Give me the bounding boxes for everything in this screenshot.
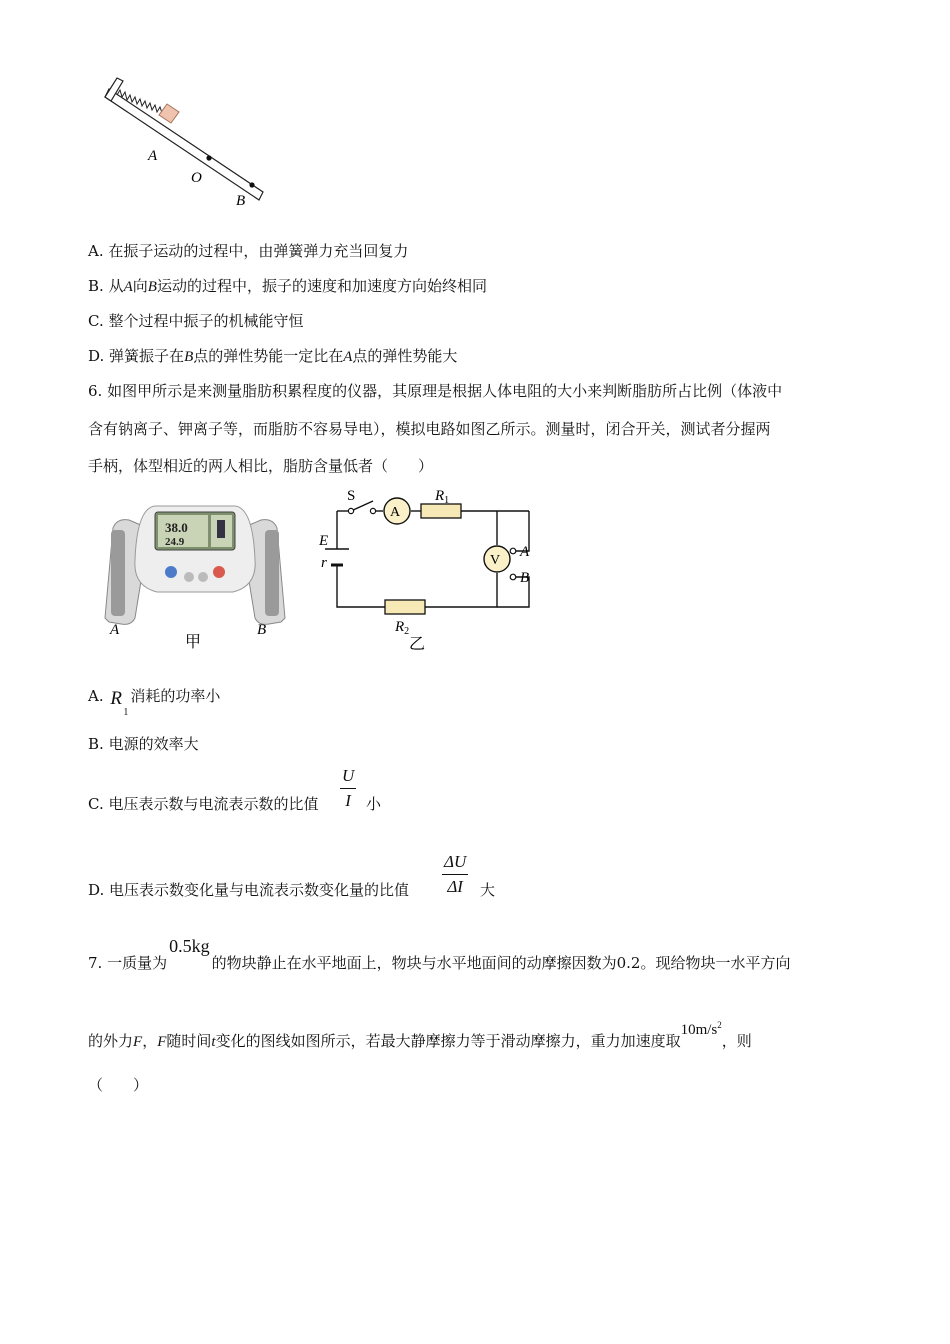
q7-line-2: 的外力F，F随时间t变化的图线如图所示，若最大静摩擦力等于滑动摩擦力，重力加速度取$10m/s^2$，则 xyxy=(88,1020,752,1050)
svg-text:R2 xyxy=(394,619,409,637)
voltmeter-label: V xyxy=(490,553,501,568)
switch-label: S xyxy=(347,488,356,504)
r1-label: R xyxy=(435,488,445,504)
q7-line-1: 7. 一质量为0.5kg的物块静止在水平地面上，物块与水平地面间的动摩擦因数为0.2。现给物块一水平方向 xyxy=(88,936,791,972)
spring-incline-figure xyxy=(95,75,275,210)
q7-answer-paren: （ ） xyxy=(88,1076,149,1094)
r1-symbol: R xyxy=(110,688,122,709)
r1-sub: 1 xyxy=(444,495,450,506)
q6-stem-line-2: 含有钠离子、钾离子等，而脂肪不容易导电），模拟电路如图乙所示。测量时，闭合开关，测试者分握两 xyxy=(88,420,771,438)
fraction-du-over-di: $\frac{\Delta U}{\Delta I}$ xyxy=(444,852,467,896)
q6-option-b: B. 电源的效率大 xyxy=(88,735,199,753)
body-fat-meter-figure xyxy=(95,500,295,655)
figure-caption-jia: 甲 xyxy=(185,634,202,651)
q6-option-c: C. 电压表示数与电流表示数的比值 xyxy=(88,795,319,813)
label-b: B xyxy=(236,193,246,209)
emf-label: E xyxy=(319,533,329,549)
q6-option-d: D. 电压表示数变化量与电流表示数变化量的比值 xyxy=(88,881,410,899)
r2-label: R xyxy=(395,619,405,635)
q6-option-c-post: 小 xyxy=(366,795,382,813)
q5-option-d: D. 弹簧振子在B点的弹性势能一定比在A点的弹性势能大 xyxy=(88,347,458,365)
svg-text:R1 xyxy=(434,488,449,506)
q6-stem-line-1: 6. 如图甲所示是来测量脂肪积累程度的仪器，其原理是根据人体电阻的大小来判断脂肪所占比例（体液中 xyxy=(88,382,783,400)
figure-caption-yi: 乙 xyxy=(409,636,426,653)
ammeter-label: A xyxy=(390,505,401,520)
terminal-a-label: A xyxy=(520,544,530,560)
q6-option-d-post: 大 xyxy=(480,881,496,899)
handle-label-b: B xyxy=(257,622,267,638)
r2-sub: 2 xyxy=(404,626,410,637)
internal-resistance-label: r xyxy=(321,555,327,571)
label-o: O xyxy=(191,170,202,186)
q5-option-b: B. 从A向B运动的过程中，振子的速度和加速度方向始终相同 xyxy=(88,277,487,295)
r1-symbol-sub: 1 xyxy=(123,707,129,718)
fraction-u-over-i: $\frac{U}{I}$ xyxy=(342,766,355,810)
mass-value: 0.5kg xyxy=(169,936,210,956)
circuit-figure xyxy=(315,485,550,655)
terminal-b-label: B xyxy=(520,570,530,586)
reading-1: 38.0 xyxy=(165,520,188,535)
q6-option-a: A. R 1 消耗的功率小 xyxy=(88,686,220,706)
handle-label-a: A xyxy=(110,622,120,638)
q6-stem-line-3: 手柄，体型相近的两人相比，脂肪含量低者（ ） xyxy=(88,457,434,475)
label-a: A xyxy=(148,148,158,164)
q5-option-c: C. 整个过程中振子的机械能守恒 xyxy=(88,312,304,330)
reading-2: 24.9 xyxy=(165,536,185,548)
gravity-value: $10m/s^2$ xyxy=(680,1020,722,1038)
q5-option-a: A. 在振子运动的过程中，由弹簧弹力充当回复力 xyxy=(88,242,409,260)
